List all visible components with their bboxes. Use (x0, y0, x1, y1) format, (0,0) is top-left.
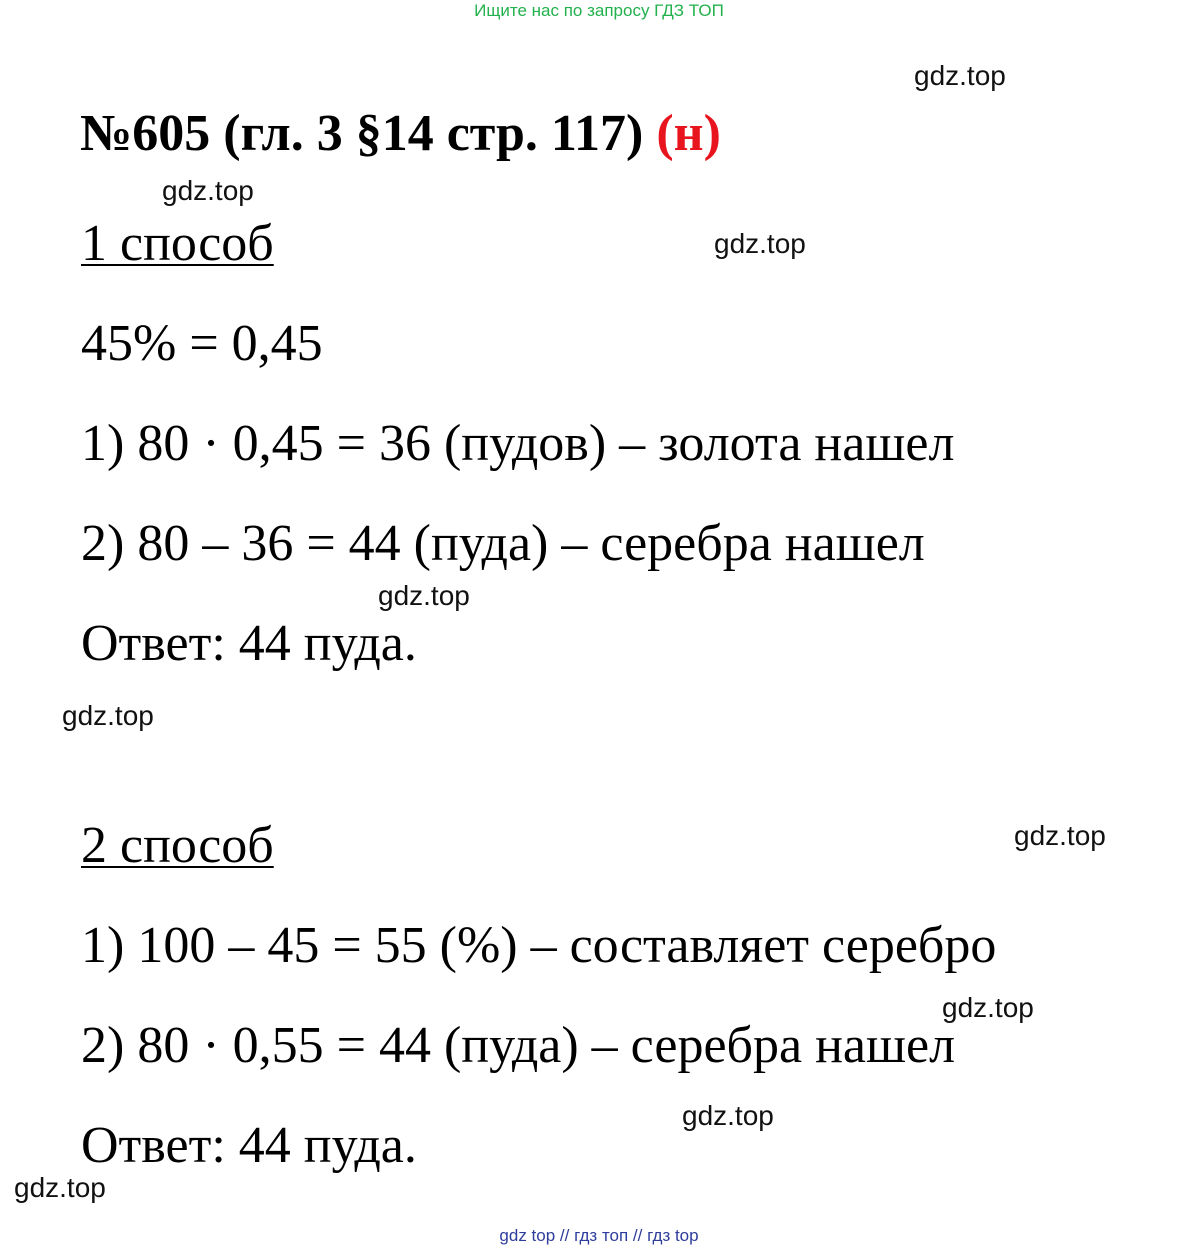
method-2-line-2: 2) 80 · 0,55 = 44 (пуда) – серебра нашел (81, 1017, 956, 1074)
method-2-answer: Ответ: 44 пуда. (81, 1117, 417, 1174)
footer: gdz top // гдз топ // гдз top (499, 1226, 699, 1245)
watermark: gdz.top (14, 1172, 106, 1203)
top-banner: Ищите нас по запросу ГДЗ ТОП (474, 1, 724, 20)
watermark: gdz.top (682, 1100, 774, 1131)
method-1-line-2: 1) 80 · 0,45 = 36 (пудов) – золота нашел (81, 415, 955, 472)
watermark: gdz.top (914, 60, 1006, 91)
watermark: gdz.top (1014, 820, 1106, 851)
title-main: №605 (гл. 3 §14 стр. 117) (80, 105, 644, 162)
title-note: (н) (656, 105, 721, 162)
watermark: gdz.top (942, 992, 1034, 1023)
method-2-heading: 2 способ (81, 817, 274, 874)
method-1-answer: Ответ: 44 пуда. (81, 615, 417, 672)
method-1-line-3: 2) 80 – 36 = 44 (пуда) – серебра нашел (81, 515, 925, 572)
page-title (80, 105, 721, 162)
watermark: gdz.top (162, 175, 254, 206)
method-1-line-1: 45% = 0,45 (81, 315, 323, 372)
watermark: gdz.top (714, 228, 806, 259)
watermark: gdz.top (62, 700, 154, 731)
method-2-line-1: 1) 100 – 45 = 55 (%) – составляет серебро (81, 917, 997, 974)
method-1-heading: 1 способ (81, 215, 274, 272)
watermark: gdz.top (378, 580, 470, 611)
